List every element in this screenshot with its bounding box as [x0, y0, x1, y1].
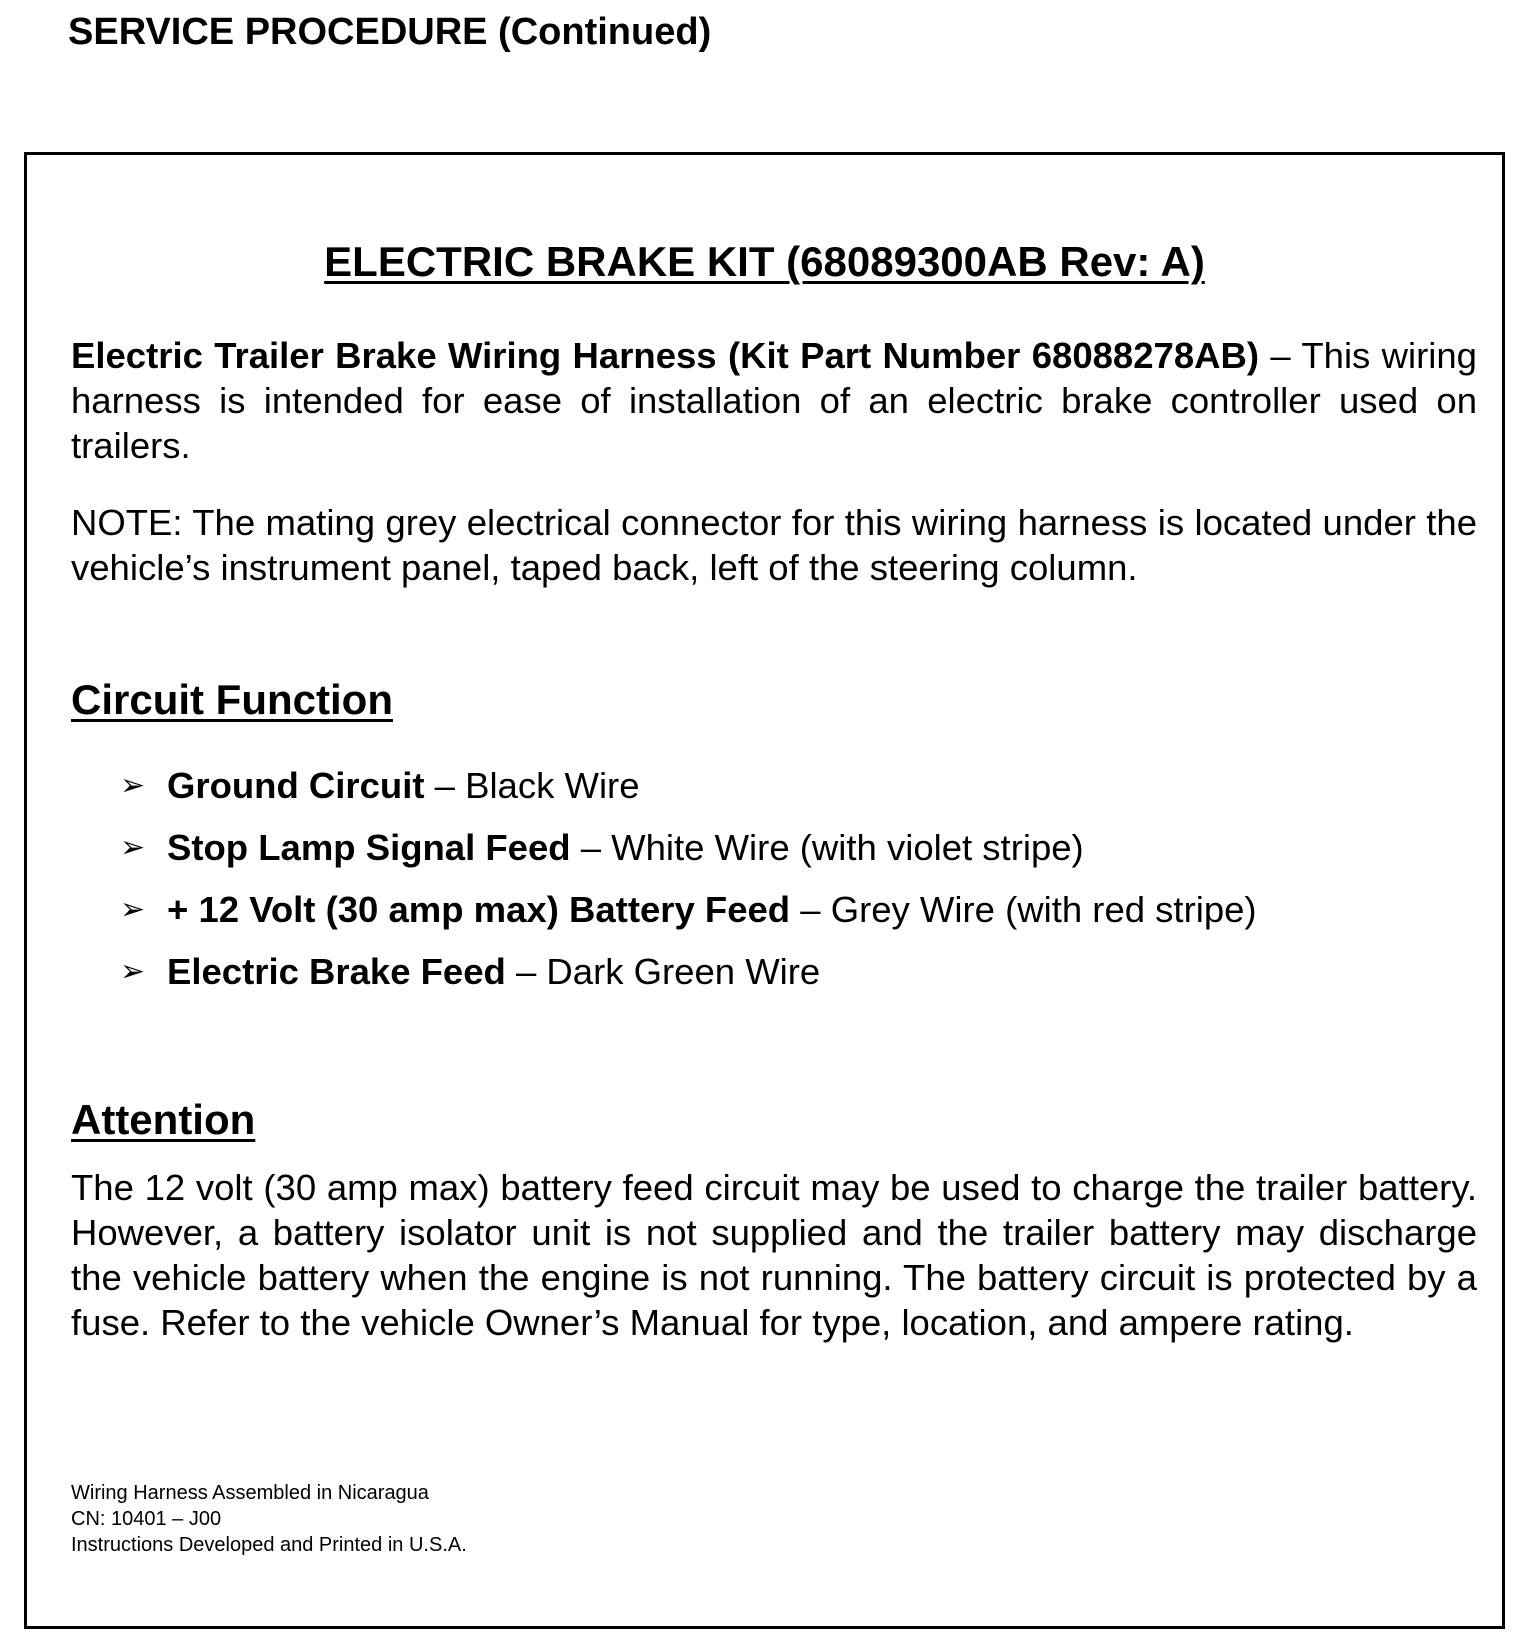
wire-description: – Grey Wire (with red stripe)	[790, 889, 1257, 930]
harness-name: Electric Trailer Brake Wiring Harness (Kit Part Number 68088278AB)	[71, 335, 1259, 376]
list-item	[120, 755, 1257, 817]
intro-text: – This wiring harness is intended for ease of installation of an electric brake controller used on trailers.	[71, 335, 1477, 466]
wire-description: – Black Wire	[424, 765, 640, 806]
note-paragraph: NOTE: The mating grey electrical connector for this wiring harness is located under the vehicle’s instrument panel, taped back, left of the steering column.	[71, 502, 1477, 588]
circuit-function-heading: Circuit Function	[71, 676, 393, 723]
arrowhead-bullet-icon: ➢	[120, 831, 146, 864]
footer-line: Wiring Harness Assembled in Nicaragua	[71, 1482, 429, 1504]
circuit-name: Stop Lamp Signal Feed	[167, 827, 571, 868]
document-title: ELECTRIC BRAKE KIT (68089300AB Rev: A)	[324, 238, 1205, 285]
arrowhead-bullet-icon: ➢	[120, 955, 146, 988]
attention-heading: Attention	[71, 1096, 256, 1143]
footer-notes	[71, 1480, 467, 1558]
footer-line: Instructions Developed and Printed in U.S.A.	[71, 1534, 467, 1556]
arrowhead-bullet-icon: ➢	[120, 769, 146, 802]
circuit-name: Ground Circuit	[167, 765, 425, 806]
attention-paragraph: The 12 volt (30 amp max) battery feed circuit may be used to charge the trailer battery. However, a battery isolator unit is not supplied and the trailer battery may discharge the vehicle battery when the engine is not running. The battery circuit is protected by a fuse. Refer to the vehicle Owner’s Manual for type, location, and ampere rating.	[71, 1167, 1477, 1343]
intro-paragraph	[71, 333, 1477, 468]
list-item	[120, 941, 1257, 1003]
footer-line: CN: 10401 – J00	[71, 1508, 222, 1530]
instruction-box	[24, 152, 1505, 1629]
circuit-function-list	[120, 755, 1257, 1003]
wire-description: – Dark Green Wire	[505, 951, 821, 992]
list-item	[120, 817, 1257, 879]
arrowhead-bullet-icon: ➢	[120, 893, 146, 926]
wire-description: – White Wire (with violet stripe)	[570, 827, 1084, 868]
circuit-name: + 12 Volt (30 amp max) Battery Feed	[167, 889, 791, 930]
list-item	[120, 879, 1257, 941]
page-header: SERVICE PROCEDURE (Continued)	[68, 11, 712, 53]
circuit-name: Electric Brake Feed	[167, 951, 506, 992]
